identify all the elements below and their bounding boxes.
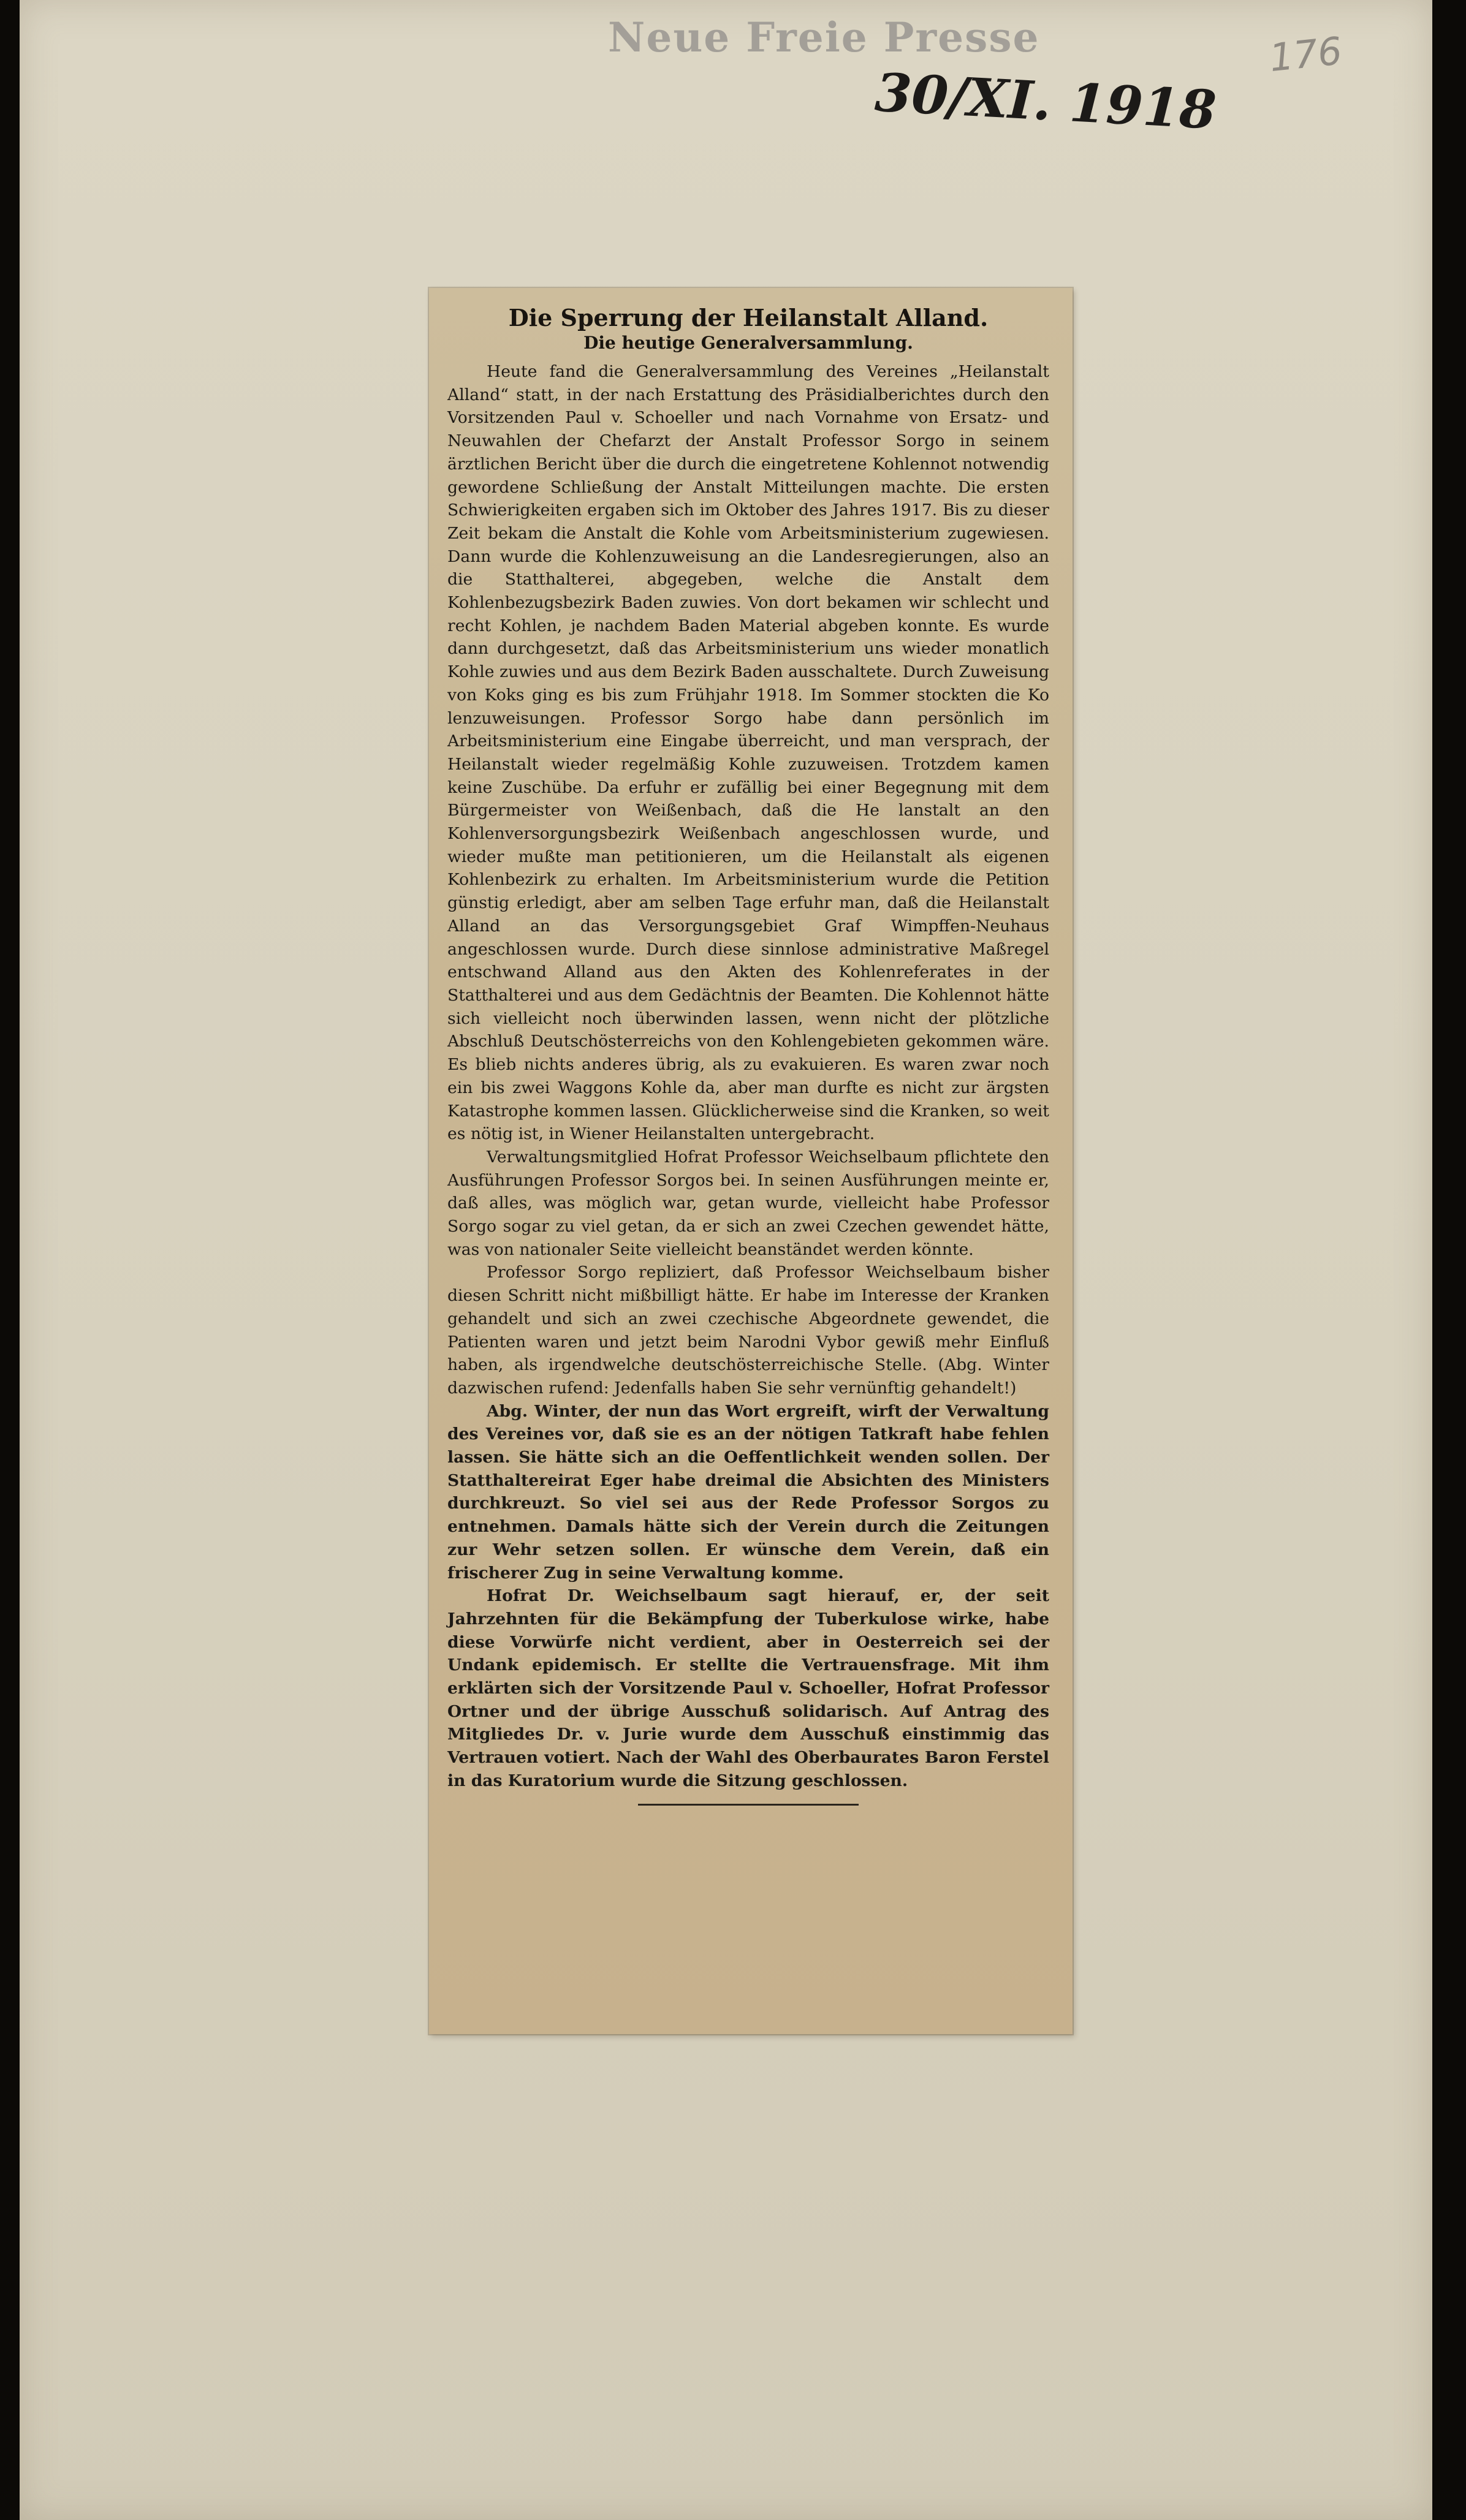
page-number: 176: [1267, 28, 1345, 81]
newspaper-clipping: [429, 288, 1073, 2034]
archive-sheet: [20, 0, 1432, 2520]
article-paragraph: Hofrat Dr. Weichselbaum sagt hierauf, er, der seit Jahrzehnten für die Bekämpfung der Tuberkulose wirke, habe diese Vorwürfe nicht verdient, aber in Oesterreich sei der Undank epidemisch. Er stellte die Vertrauensfrage. Mit ihm erklärten sich der Vorsitzende Paul v. Schoeller, Hofrat Professor Ortner und der übrige Ausschuß solidarisch. Auf Antrag des Mitgliedes Dr. v. Jurie wurde dem Ausschuß einstimmig das Vertrauen votiert. Nach der Wahl des Oberbaurates Baron Ferstel in das Kuratorium wurde die Sitzung geschlossen.: [447, 1586, 1049, 1790]
article-paragraph: Abg. Winter, der nun das Wort ergreift, wirft der Verwaltung des Vereines vor, daß sie es an der nötigen Tatkraft habe fehlen lassen. Sie hätte sich an die Oeffentlichkeit wenden sollen. Der Statthaltereirat Eger habe dreimal die Absichten des Ministers durchkreuzt. So viel sei aus der Rede Professor Sorgos zu entnehmen. Damals hätte sich der Verein durch die Zeitungen zur Wehr setzen sollen. Er wünsche dem Verein, daß ein frischerer Zug in seine Verwaltung komme.: [447, 1401, 1049, 1583]
newspaper-stamp: Neue Freie Presse: [608, 13, 1040, 61]
handwritten-date: 30/XI. 1918: [873, 61, 1218, 142]
end-rule: [638, 1804, 859, 1806]
article-subtitle: Die heutige Generalversammlung.: [583, 333, 913, 353]
article-paragraph: Professor Sorgo repliziert, daß Professor Weichselbaum bisher diesen Schritt nicht mißbilligt hätte. Er habe im Interesse der Kranken gehandelt und sich an zwei czechische Abgeordnete gewendet, die Patienten waren und jetzt beim Narodni Vybor gewiß mehr Einfluß haben, als irgendwelche deutschösterreichische Stelle. (Abg. Winter dazwischen rufend: Jedenfalls haben Sie sehr vernünftig gehandelt!): [447, 1263, 1049, 1398]
clipping-body: [429, 288, 1073, 1818]
article-paragraph: Heute fand die Generalversammlung des Vereines „Heilanstalt Alland“ statt, in der nach Erstattung des Präsidialberichtes durch den Vorsitzenden Paul v. Schoeller und nach Vornahme von Ersatz- und Neuwahlen der Chefarzt der Anstalt Professor Sorgo in seinem ärztlichen Bericht über die durch die eingetretene Kohlennot notwendig gewordene Schließung der Anstalt Mitteilungen machte. Die ersten Schwierigkeiten ergaben sich im Oktober des Jahres 1917. Bis zu dieser Zeit bekam die Anstalt die Kohle vom Arbeitsministerium zugewiesen. Dann wurde die Kohlenzuweisung an die Landesregierungen, also an die Statthalterei, abgegeben, welche die Anstalt dem Kohlenbezugsbezirk Baden zuwies. Von dort bekamen wir schlecht und recht Kohlen, je nachdem Baden Material abgeben konnte. Es wurde dann durchgesetzt, daß das Arbeitsministerium uns wieder monatlich Kohle zuwies und aus dem Bezirk Baden ausschaltete. Durch Zuweisung von Koks ging es bis zum Frühjahr 1918. Im Sommer stockten die Ko lenzuweisungen. Professor Sorgo habe dann persönlich im Arbeitsministerium eine Eingabe überreicht, und man versprach, der Heilanstalt wieder regelmäßig Kohle zuzuweisen. Trotzdem kamen keine Zuschübe. Da erfuhr er zufällig bei einer Begegnung mit dem Bürgermeister von Weißenbach, daß die He lanstalt an den Kohlenversorgungsbezirk Weißenbach angeschlossen wurde, und wieder mußte man petitionieren, um die Heilanstalt als eigenen Kohlenbezirk zu erhalten. Im Arbeitsministerium wurde die Petition günstig erledigt, aber am selben Tage erfuhr man, daß die Heilanstalt Alland an das Versorgungsgebiet Graf Wimpffen-Neuhaus angeschlossen wurde. Durch diese sinnlose administrative Maßregel entschwand Alland aus den Akten des Kohlenreferates in der Statthalterei und aus dem Gedächtnis der Beamten. Die Kohlennot hätte sich vielleicht noch überwinden lassen, wenn nicht der plötzliche Abschluß Deutschösterreichs von den Kohlengebieten gekommen wäre. Es blieb nichts anderes übrig, als zu evakuieren. Es waren zwar noch ein bis zwei Waggons Kohle da, aber man durfte es nicht zur ärgsten Katastrophe kommen lassen. Glücklicherweise sind die Kranken, so weit es nötig ist, in Wiener Heilanstalten untergebracht.: [447, 362, 1049, 1144]
article-paragraph: Verwaltungsmitglied Hofrat Professor Weichselbaum pflichtete den Ausführungen Professor Sorgos bei. In seinen Ausführungen meinte er, daß alles, was möglich war, getan wurde, vielleicht habe Professor Sorgo sogar zu viel getan, da er sich an zwei Czechen gewendet hätte, was von nationaler Seite vielleicht beanständet werden könnte.: [447, 1147, 1049, 1259]
article-title: Die Sperrung der Heilanstalt Alland.: [508, 304, 989, 331]
